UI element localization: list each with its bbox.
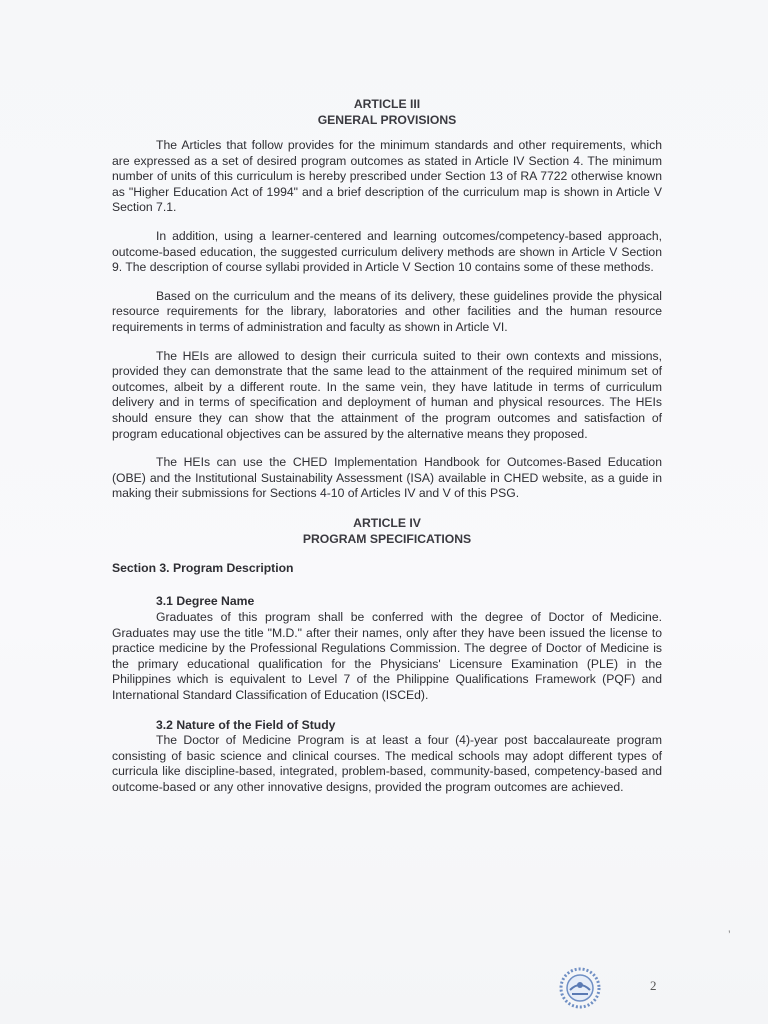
article-3-number: ARTICLE III — [353, 97, 421, 111]
paragraph: Based on the curriculum and the means of its delivery, these guidelines provide the physical resource requirements for the library, laboratories and other facilities and the human resource requirements in terms of administration and faculty as shown in Article VI. — [112, 288, 662, 334]
article-3-title: GENERAL PROVISIONS — [317, 113, 457, 127]
margin-mark: ’ — [728, 928, 731, 942]
subsection-text: Graduates of this program shall be conferred with the degree of Doctor of Medicine. Graduates may use the title "M.D." after their names, only after they have been issued the license to practice medicine by the Professional Regulations Commission. The degree of Doctor of Medicine is the primary educational qualification for the Physicians' Licensure Examination (PLE) in the Philippines which is equivalent to Level 7 of the Philippine Qualifications Framework (PQF) and International Standard Classification of Education (ISCEd). — [112, 610, 662, 703]
paragraph: The Articles that follow provides for the minimum standards and other requirements, which are expressed as a set of desired program outcomes as stated in Article IV Section 4. The minimum number of units of this curriculum is hereby prescribed under Section 13 of RA 7722 otherwise known as "Higher Education Act of 1994" and a brief description of the curriculum map is shown in Article V Section 7.1. — [112, 138, 662, 215]
subsection-title: 3.2 Nature of the Field of Study — [156, 717, 336, 732]
article-4-number: ARTICLE IV — [353, 515, 421, 530]
document-body — [112, 96, 662, 810]
article-4-title: PROGRAM SPECIFICATIONS — [302, 531, 472, 546]
page-number: 2 — [650, 978, 657, 993]
subsection-title: 3.1 Degree Name — [156, 594, 255, 609]
paragraph: The HEIs can use the CHED Implementation Handbook for Outcomes-Based Education (OBE) and the Institutional Sustainability Assessment (ISA) available in CHED website, as a guide in making their submissions for Sections 4-10 of Articles IV and V of this PSG. — [112, 455, 662, 501]
subsection-text: The Doctor of Medicine Program is at least a four (4)-year post baccalaureate program consisting of basic science and clinical courses. The medical schools may adopt different types of curricula like discipline-based, integrated, problem-based, community-based, competency-based and outcome-based or any other innovative designs, provided the program outcomes are achieved. — [112, 733, 662, 794]
ched-seal-icon — [558, 966, 602, 1010]
paragraph: The HEIs are allowed to design their curricula suited to their own contexts and missions, provided they can demonstrate that the same lead to the attainment of the required minimum set of outcomes, albeit by a different route. In the same vein, they have latitude in terms of curriculum delivery and in terms of specification and deployment of human and physical resources. The HEIs should ensure they can show that the attainment of the program outcomes and satisfaction of program educational objectives can be assured by the alternative means they proposed. — [112, 348, 662, 441]
section-title: Section 3. Program Description — [112, 560, 294, 575]
paragraph: In addition, using a learner-centered and learning outcomes/competency-based approach, outcome-based education, the suggested curriculum delivery methods are shown in Article V Section 9. The description of course syllabi provided in Article V Section 10 contains some of these methods. — [112, 228, 662, 275]
